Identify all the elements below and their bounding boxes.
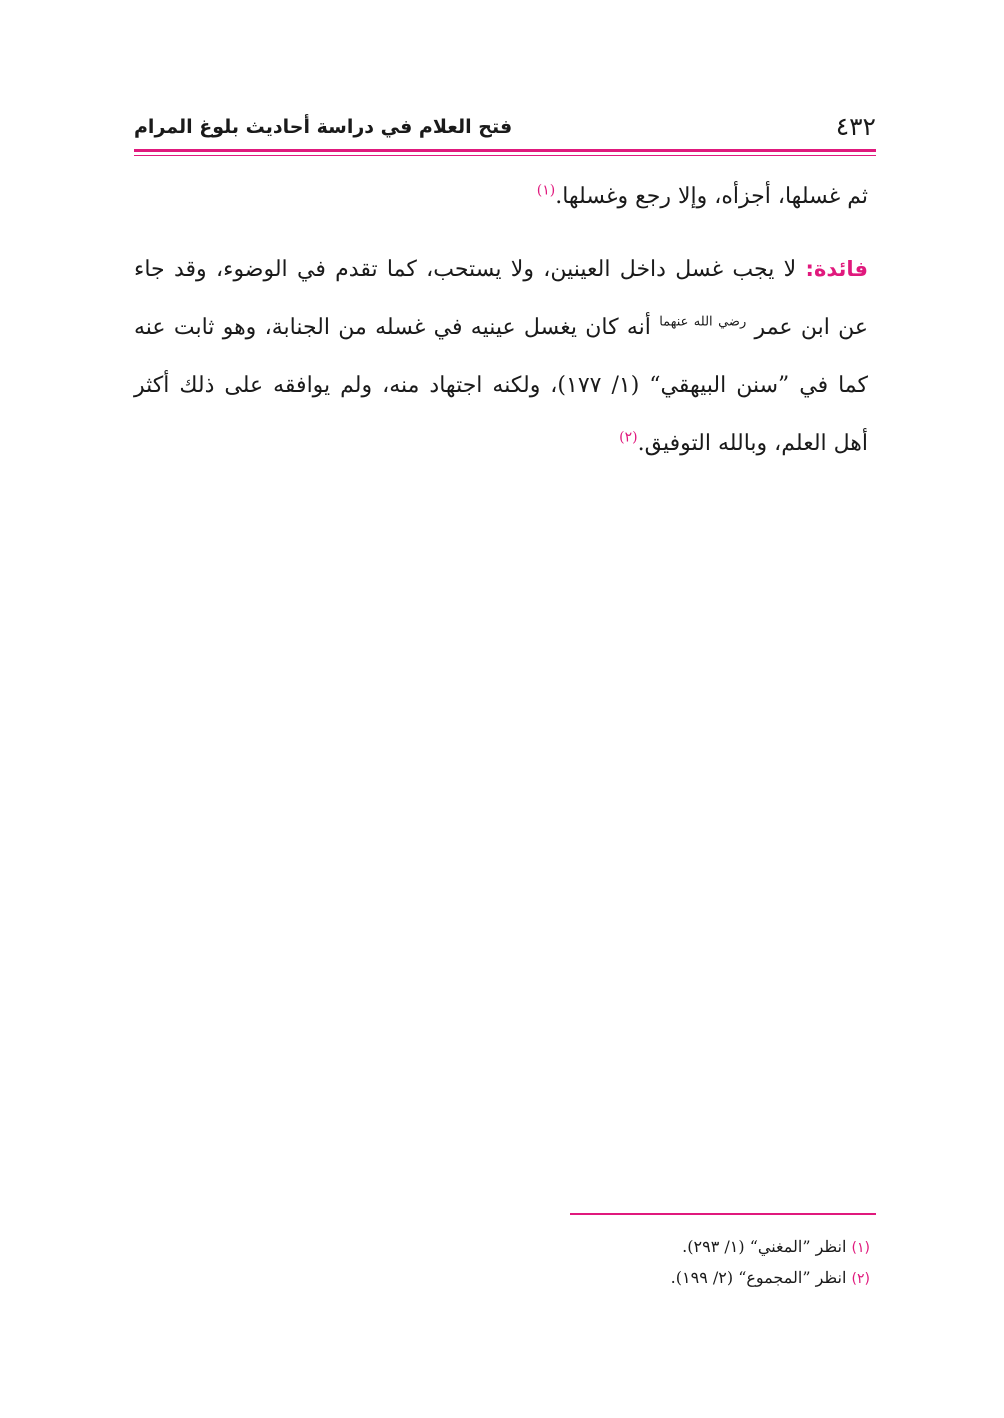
header-rule-thick: [134, 149, 876, 152]
footnote-ref-1[interactable]: (١): [536, 182, 556, 199]
paragraph-continuation: [134, 168, 868, 226]
paragraph-2-text-b: أنه كان يغسل عينيه في غسله من الجنابة، وهو ثابت عنه كما في ”سنن البيهقي“ (١/ ١٧٧)، ولكنه اجتهاد منه، ولم يوافقه على ذلك أكثر أهل العلم، وبالله التوفيق.: [134, 315, 868, 456]
benefit-label: فائدة:: [805, 257, 868, 281]
footnote-separator: [570, 1213, 876, 1215]
footnote-number: (٢): [851, 1271, 870, 1287]
footnote-text: انظر ”المغني“ (١/ ٢٩٣).: [682, 1237, 852, 1256]
page-header: [134, 108, 876, 148]
page-number: ٤٣٢: [835, 112, 876, 141]
footnotes: [500, 1232, 870, 1294]
header-rule-thin: [134, 155, 876, 156]
paragraph-benefit: [134, 240, 868, 473]
footnote-text: انظر ”المجموع“ (٢/ ١٩٩).: [670, 1268, 852, 1287]
main-text: [134, 168, 868, 473]
paragraph-2-text-a: لا يجب غسل داخل العينين، ولا يستحب، كما تقدم في الوضوء، وقد جاء عن ابن عمر: [134, 257, 868, 340]
paragraph-1-text: ثم غسلها، أجزأه، وإلا رجع وغسلها.: [555, 184, 868, 209]
running-title: فتح العلام في دراسة أحاديث بلوغ المرام: [134, 116, 513, 138]
footnote-number: (١): [851, 1240, 870, 1256]
honorific-glyph: رضي الله عنهما: [659, 314, 747, 330]
footnote-2: [500, 1263, 870, 1294]
footnote-1: [500, 1232, 870, 1263]
footnote-ref-2[interactable]: (٢): [619, 429, 638, 446]
